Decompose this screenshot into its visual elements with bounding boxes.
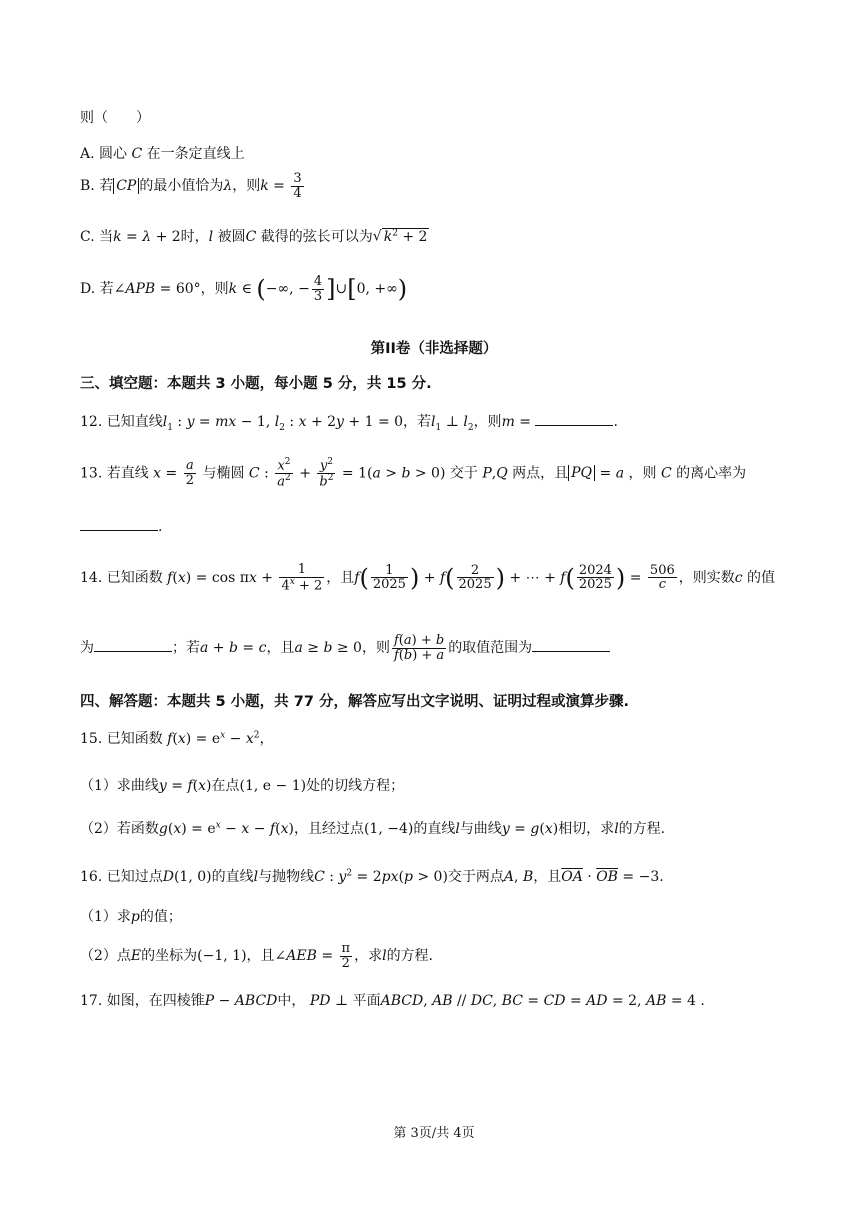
section4-heading: 四、解答题：本题共 5 小题，共 77 分，解答应写出文字说明、证明过程或演算步骤. bbox=[80, 694, 629, 710]
page-footer: 第 3页/共 4页 bbox=[393, 1126, 475, 1141]
q11-option-d: D. 若∠APB = 60°，则k ∈ (−∞, − $\frac{4}{3}$ ]∪[0, +∞) bbox=[80, 274, 408, 304]
question-16-part2: （2）点E的坐标为(−1, 1)，且∠AEB = $\frac{\pi}{2}$ ，求l的方程. bbox=[80, 941, 434, 971]
question-14: 14. 已知函数 f(x) = cos πx + $\frac{1}{4^x + 2}$ ，且f( $\frac{1}{2025}$ ) + f( $\frac{2}{2025}$ ) + ⋯ + f( $\frac{2024}{2025}$ ) = $\frac{506}{c}$ ，则实数c 的值 bbox=[80, 562, 776, 593]
question-16-part1: （1）求p的值； bbox=[80, 909, 182, 925]
question-12: 12. 已知直线$l_1$ : y = mx − 1, $l_2$ : x + 2y + 1 = 0，若$l_1$ ⊥ $l_2$，则m = . bbox=[80, 411, 618, 433]
q11-option-a: A. 圆心 C 在一条定直线上 bbox=[80, 146, 245, 162]
q11-tail: 则（ ） bbox=[80, 110, 150, 126]
q11-option-b: B. 若 CP 的最小值恰为λ，则k = $\frac{3}{4}$ bbox=[80, 171, 302, 201]
section2-title: 第II卷（非选择题） bbox=[370, 341, 498, 357]
q11-option-c: C. 当k = λ + 2时，l 被圆C 截得的弦长可以为√ $k^2 + 2$ bbox=[80, 228, 428, 245]
question-13-answer: . bbox=[80, 516, 162, 535]
question-17: 17. 如图，在四棱锥P − ABCD中， PD ⊥ 平面ABCD, AB // DC, BC = CD = AD = 2, AB = 4 . bbox=[80, 993, 705, 1009]
question-15-part2: （2）若函数$g(x) = e^x - x - f(x)$，且经过点(1, −4)的直线l与曲线y = g(x)相切，求l的方程. bbox=[80, 820, 666, 837]
question-15-part1: （1）求曲线y = f(x)在点(1, e − 1)处的切线方程； bbox=[80, 778, 405, 794]
question-16: 16. 已知过点D(1, 0)的直线l与抛物线C : $y^2 = 2px(p > 0)$交于两点A, B，且$\overline{OA} \cdot \overline{OB} = -3$. bbox=[80, 868, 664, 885]
section3-heading: 三、填空题：本题共 3 小题，每小题 5 分，共 15 分. bbox=[80, 376, 432, 392]
question-14-line2: 为 ；若a + b = c，且a ≥ b ≥ 0，则 $\frac{f(a) + b}{f(b) + a}$ 的取值范围为 bbox=[80, 634, 610, 662]
question-13: 13. 若直线 x = $\frac{a}{2}$ 与椭圆 C : $\frac{x^2}{a^2}$ + $\frac{y^2}{b^2}$ = 1(a > b > 0) 交于 P,Q 两点，且 PQ = a ，则 C 的离心率为 bbox=[80, 457, 747, 490]
question-15: 15. 已知函数 $f(x) = e^x - x^2$， bbox=[80, 730, 274, 747]
